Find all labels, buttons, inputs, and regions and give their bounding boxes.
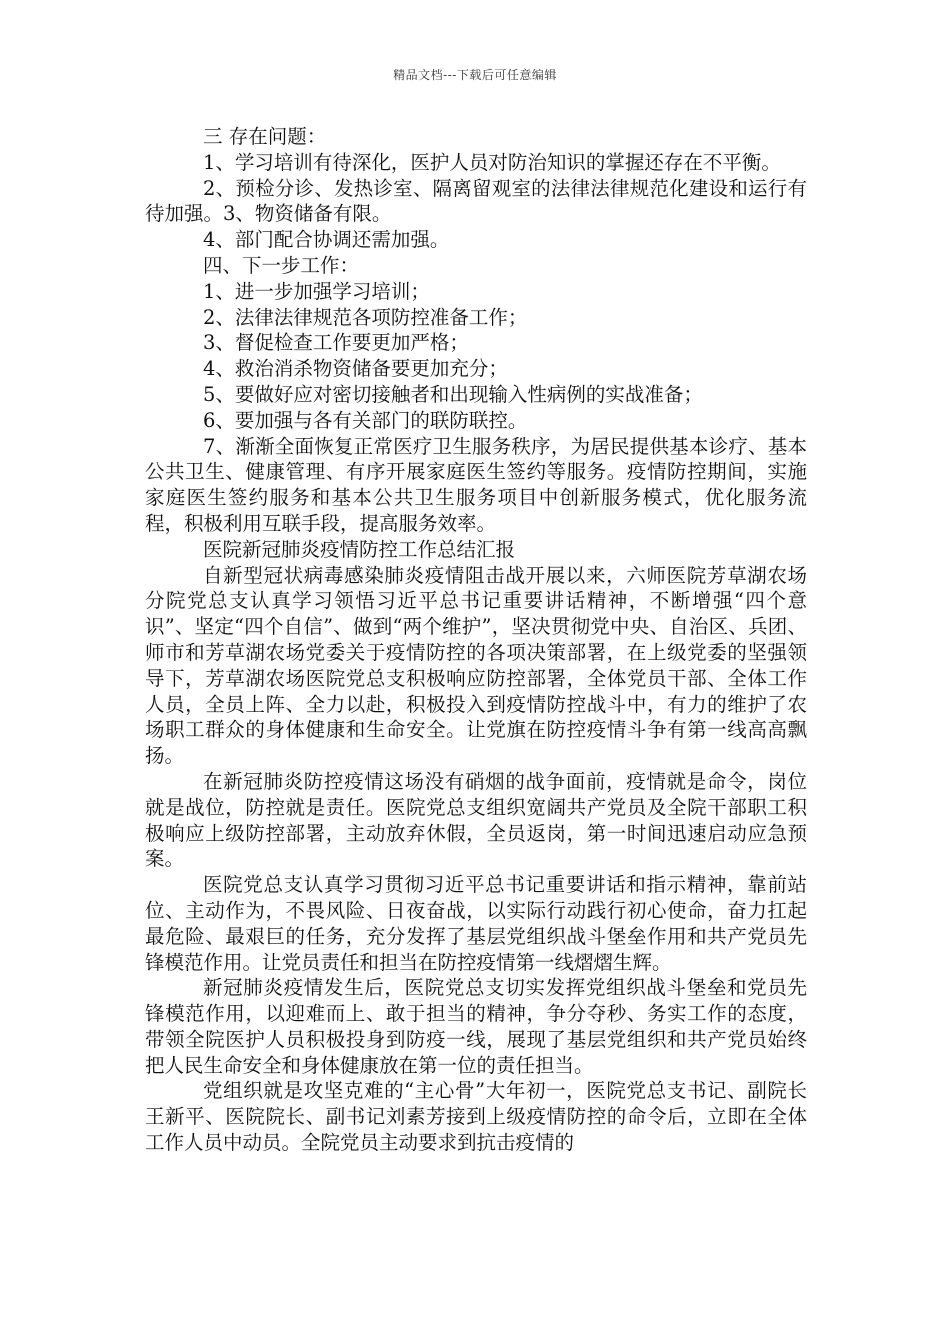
list-item: 3、督促检查工作要更加严格； xyxy=(203,331,469,355)
list-item: 4、救治消杀物资储备要更加充分； xyxy=(203,357,508,381)
paragraph: 2、预检分诊、发热诊室、隔离留观室的法律法律规范化建设和运行有待加强。3、物资储备有限。 xyxy=(145,176,807,226)
document-title: 医院新冠肺炎疫情防控工作总结汇报 xyxy=(203,537,516,561)
paragraph: 自新型冠状病毒感染肺炎疫情阻击战开展以来，六师医院芳草湖农场分院党总支认真学习领悟习近平总书记重要讲话精神，不断增强“四个意识”、坚定“四个自信”、做到“两个维护”，坚决贯彻党中央、自治区、兵团、师市和芳草湖农场党委关于疫情防控的各项决策部署，在上级党委的坚强领导下，芳草湖农场医院党总支积极响应防控部署，全体党员干部、全体工作人员，全员上阵、全力以赴，积极投入到疫情防控战斗中，有力的维护了农场职工群众的身体健康和生命安全。让党旗在防控疫情斗争有第一线高高飘扬。 xyxy=(145,563,807,768)
paragraph: 1、学习培训有待深化，医护人员对防治知识的掌握还存在不平衡。 xyxy=(203,150,781,174)
section-heading-problems: 三 存在问题： xyxy=(203,125,327,148)
paragraph: 党组织就是攻坚克难的“主心骨”大年初一，医院党总支书记、副院长王新平、医院院长、副书记刘素芳接到上级疫情防控的命令后，立即在全体工作人员中动员。全院党员主动要求到抗击疫情的 xyxy=(145,1079,807,1155)
list-item: 6、要加强与各有关部门的联防联控。 xyxy=(203,408,528,432)
list-item: 5、要做好应对密切接触者和出现输入性病例的实战准备； xyxy=(203,382,703,406)
page-header-watermark: 精品文档---下载后可任意编辑 xyxy=(393,68,557,82)
paragraph: 在新冠肺炎防控疫情这场没有硝烟的战争面前，疫情就是命令，岗位就是战位，防控就是责任。医院党总支组织宽阔共产党员及全院干部职工积极响应上级防控部署，主动放弃休假，全员返岗，第一时间迅速启动应急预案。 xyxy=(145,769,807,871)
section-heading-next-steps: 四、下一步工作： xyxy=(203,253,360,277)
document-body xyxy=(145,124,807,1156)
paragraph: 7、渐渐全面恢复正常医疗卫生服务秩序，为居民提供基本诊疗、基本公共卫生、健康管理、有序开展家庭医生签约等服务。疫情防控期间，实施家庭医生签约服务和基本公共卫生服务项目中创新服务模式，优化服务流程，积极利用互联手段，提高服务效率。 xyxy=(145,434,807,535)
list-item: 2、法律法律规范各项防控准备工作； xyxy=(203,305,528,329)
list-item: 1、进一步加强学习培训； xyxy=(203,279,430,303)
paragraph: 医院党总支认真学习贯彻习近平总书记重要讲话和指示精神，靠前站位、主动作为，不畏风险、日夜奋战，以实际行动践行初心使命，奋力扛起最危险、最艰巨的任务，充分发挥了基层党组织战斗堡垒作用和共产党员先锋模范作用。让党员责任和担当在防控疫情第一线熠熠生辉。 xyxy=(145,873,807,974)
paragraph: 新冠肺炎疫情发生后，医院党总支切实发挥党组织战斗堡垒和党员先锋模范作用，以迎难而上、敢于担当的精神，争分夺秒、务实工作的态度，带领全院医护人员积极投身到防疫一线，展现了基层党组织和共产党员始终把人民生命安全和身体健康放在第一位的责任担当。 xyxy=(145,976,807,1077)
paragraph: 4、部门配合协调还需加强。 xyxy=(203,228,450,252)
